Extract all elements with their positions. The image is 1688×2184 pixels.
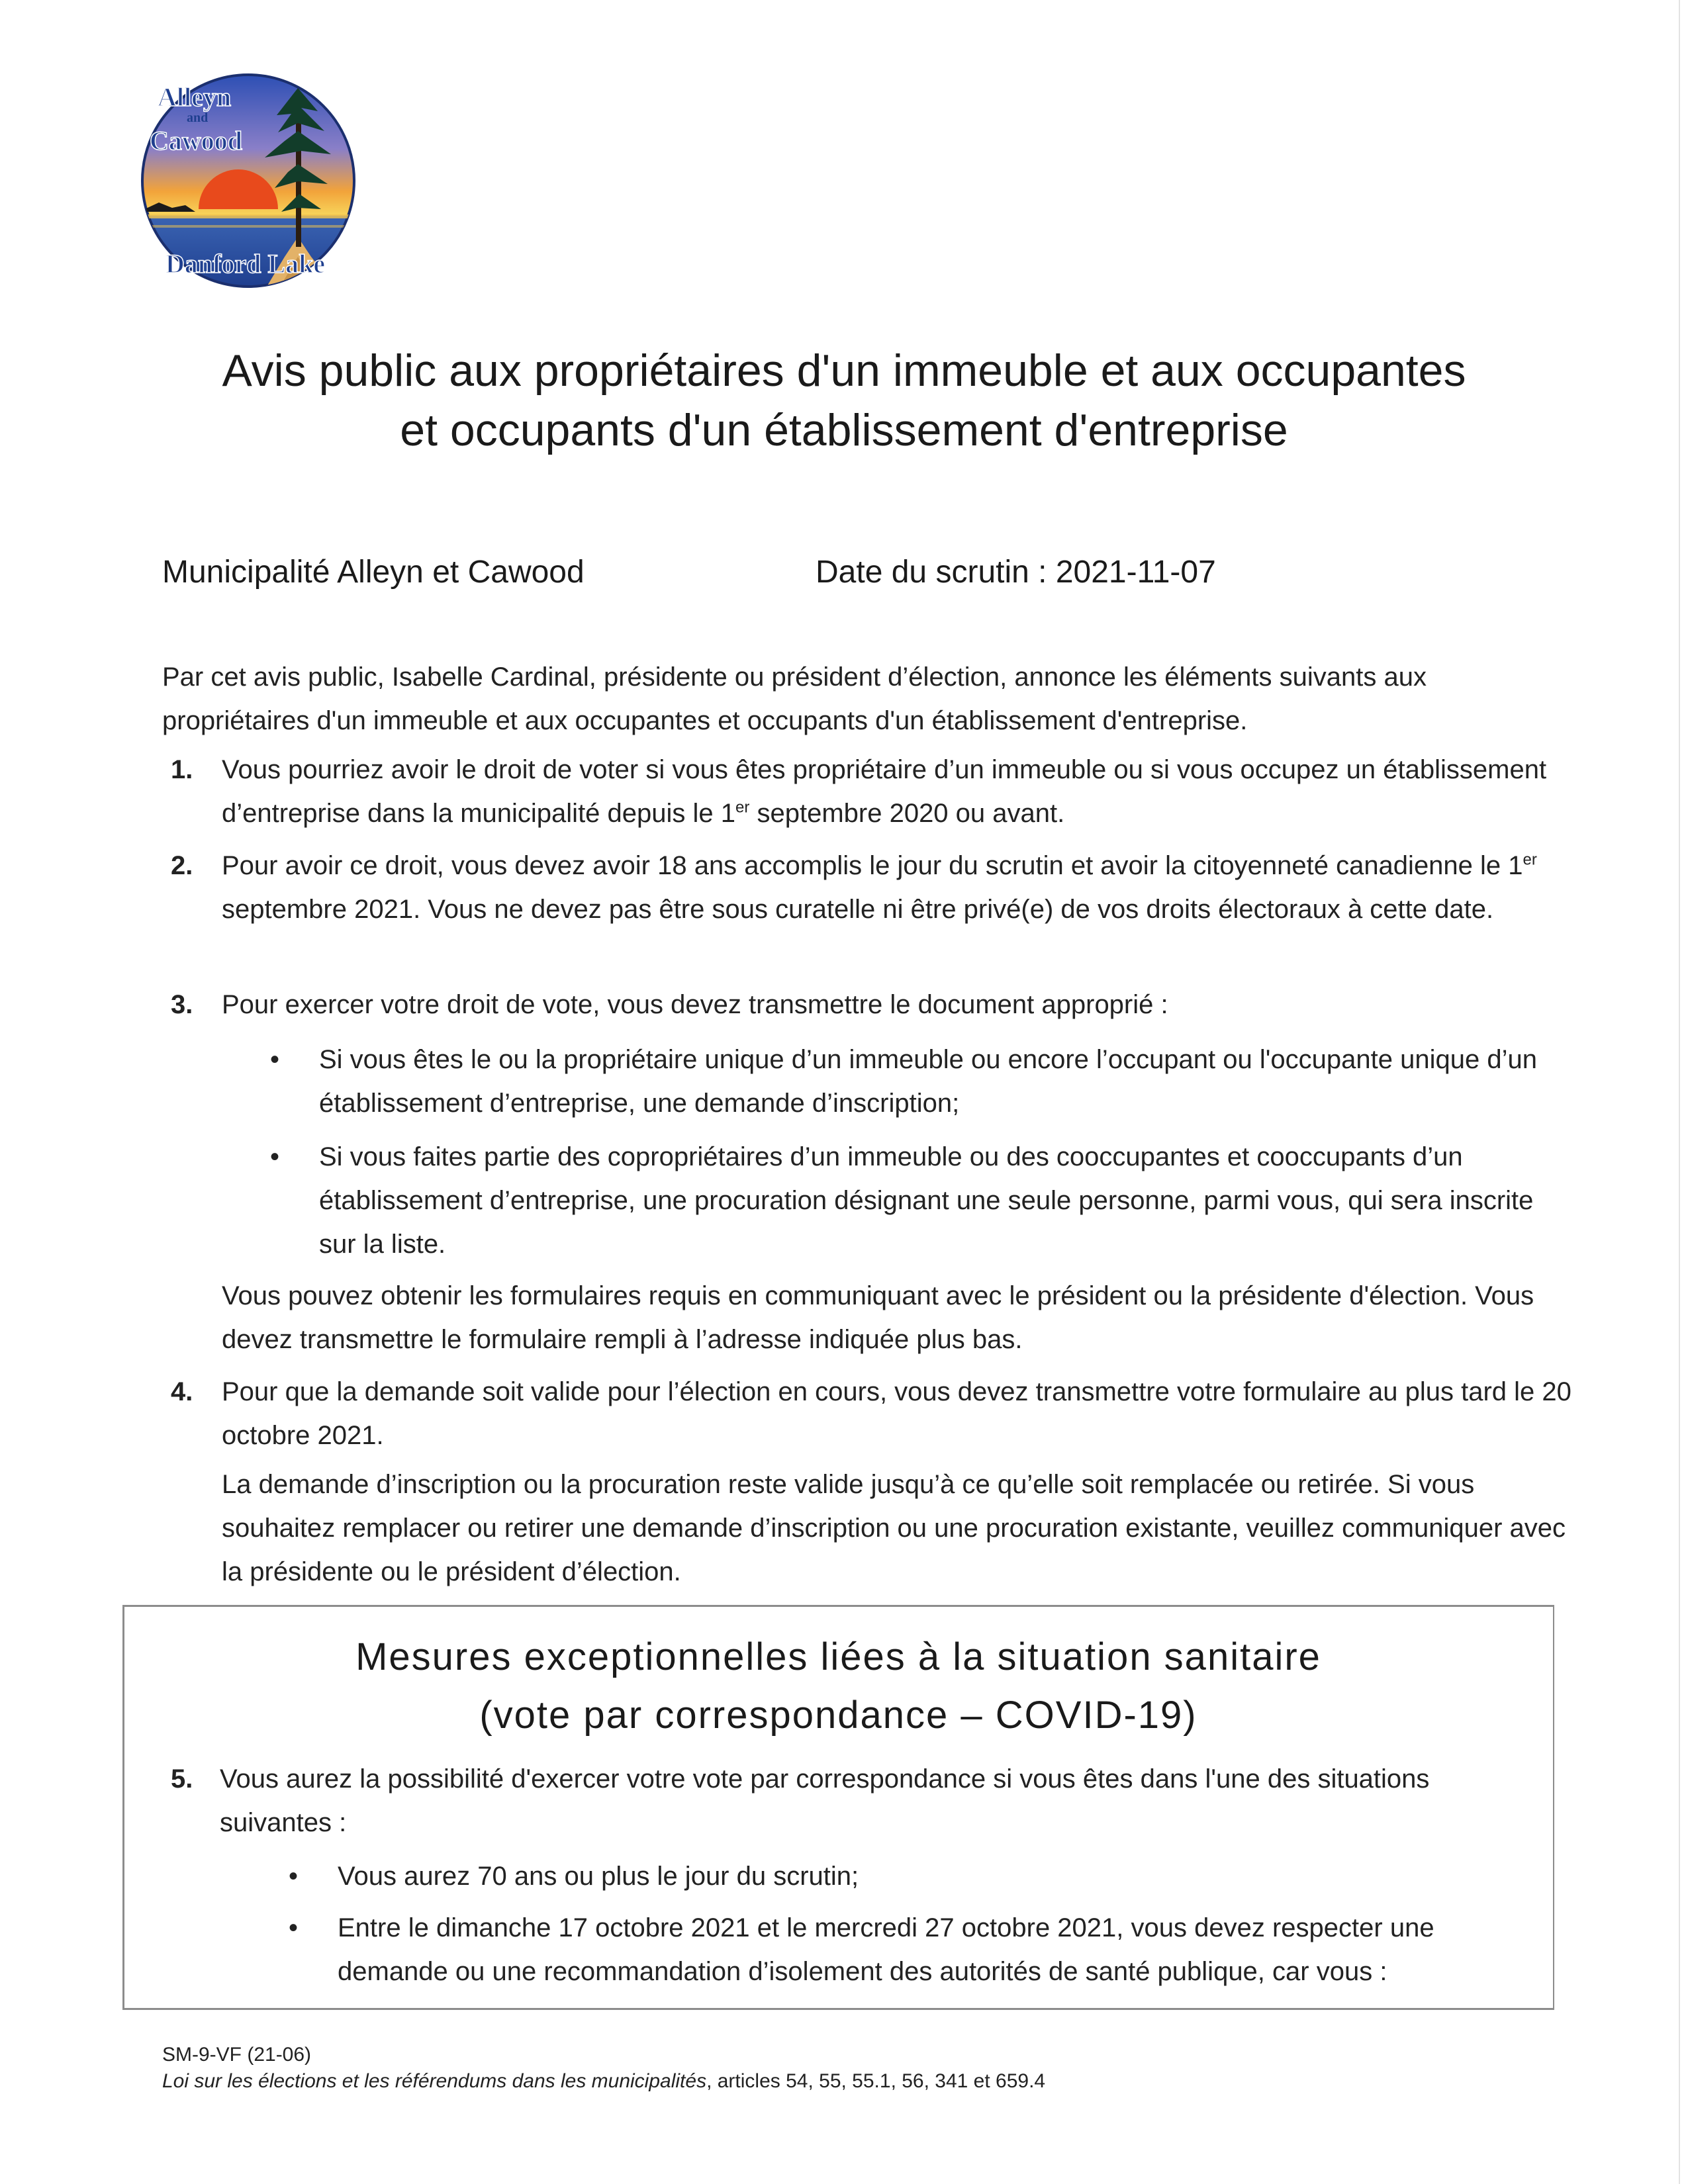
- logo-emblem: [99, 58, 377, 296]
- title-line-2: et occupants d'un établissement d'entreprise: [400, 405, 1288, 455]
- logo-text-cawood: Cawood: [150, 126, 243, 156]
- item-5-bullet-1: Vous aurez 70 ans ou plus le jour du scrutin;: [338, 1862, 859, 1891]
- law-reference: [162, 2068, 1045, 2095]
- law-articles: , articles 54, 55, 55.1, 56, 341 et 659.4: [706, 2070, 1046, 2092]
- election-date: Date du scrutin : 2021-11-07: [816, 555, 1216, 590]
- page-title: [106, 341, 1582, 460]
- item-2-text: [222, 844, 1572, 931]
- item-5-bullet-2: Entre le dimanche 17 octobre 2021 et le mercredi 27 octobre 2021, vous devez respecter une demande ou une recommandation d’isolement des autorités de santé publique, car vous :: [338, 1913, 1434, 1986]
- item-1-text: [222, 748, 1572, 835]
- bullet-icon: •: [289, 1913, 299, 1942]
- item-5-number: 5.: [171, 1764, 193, 1794]
- item-2-text-part: Pour avoir ce droit, vous devez avoir 18 ans accomplis le jour du scrutin et avoir la citoyenneté canadienne le 1: [222, 851, 1523, 880]
- intro-paragraph: Par cet avis public, Isabelle Cardinal, présidente ou président d’élection, annonce les éléments suivants aux propriétaires d'un immeuble et aux occupantes et occupants d'un établissement d'entreprise.: [162, 662, 1427, 735]
- item-2-number: 2.: [171, 851, 193, 880]
- scan-edge: [1679, 0, 1680, 2184]
- logo-text-alleyn: Alleyn: [158, 82, 232, 112]
- bullet-icon: •: [270, 1045, 280, 1074]
- item-5-text: Vous aurez la possibilité d'exercer votre vote par correspondance si vous êtes dans l'une des situations suivantes :: [220, 1764, 1430, 1837]
- item-4-note: La demande d’inscription ou la procuration reste valide jusqu’à ce qu’elle soit remplacée ou retirée. Si vous souhaitez remplacer ou retirer une demande d’inscription ou une procuration existante, veuillez communiquer avec la présidente ou le président d’élection.: [222, 1470, 1566, 1586]
- item-3-bullet-1: Si vous êtes le ou la propriétaire unique d’un immeuble ou encore l’occupant ou l'occupante unique d’un établissement d’entreprise, une demande d’inscription;: [319, 1045, 1537, 1118]
- covid-title-line-2: (vote par correspondance – COVID-19): [479, 1694, 1197, 1737]
- item-1-superscript: er: [735, 798, 750, 817]
- logo-text-danford-lake: Danford Lake: [165, 249, 326, 279]
- item-1-number: 1.: [171, 755, 193, 784]
- item-2-superscript: er: [1523, 850, 1537, 869]
- item-2-text-part: septembre 2021. Vous ne devez pas être sous curatelle ni être privé(e) de vos droits électoraux à cette date.: [222, 895, 1494, 924]
- municipality-name: Municipalité Alleyn et Cawood: [162, 555, 585, 590]
- item-3-number: 3.: [171, 990, 193, 1019]
- logo-text-and: and: [187, 111, 209, 125]
- item-3-text: Pour exercer votre droit de vote, vous devez transmettre le document approprié :: [222, 990, 1168, 1019]
- item-4-number: 4.: [171, 1377, 193, 1406]
- covid-box-title: [122, 1628, 1554, 1745]
- bullet-icon: •: [289, 1862, 299, 1891]
- item-3-note: Vous pouvez obtenir les formulaires requis en communiquant avec le président ou la présidente d'élection. Vous devez transmettre le formulaire rempli à l’adresse indiquée plus bas.: [222, 1281, 1534, 1354]
- law-title: Loi sur les élections et les référendums dans les municipalités: [162, 2070, 707, 2092]
- municipality-logo: [99, 58, 377, 296]
- item-1-text-part: Vous pourriez avoir le droit de voter si vous êtes propriétaire d’un immeuble ou si vous occupez un établissement d’entreprise dans la municipalité depuis le 1: [222, 755, 1547, 828]
- bullet-icon: •: [270, 1142, 280, 1171]
- item-3-bullet-2: Si vous faites partie des copropriétaires d’un immeuble ou des cooccupantes et cooccupants d’un établissement d’entreprise, une procuration désignant une seule personne, parmi vous, qui sera inscrite sur la liste.: [319, 1142, 1534, 1259]
- title-line-1: Avis public aux propriétaires d'un immeuble et aux occupantes: [222, 345, 1466, 396]
- item-4-text: Pour que la demande soit valide pour l’élection en cours, vous devez transmettre votre formulaire au plus tard le 20 octobre 2021.: [222, 1377, 1571, 1450]
- item-1-text-part: septembre 2020 ou avant.: [749, 799, 1065, 828]
- covid-title-line-1: Mesures exceptionnelles liées à la situation sanitaire: [355, 1635, 1321, 1678]
- form-code: SM-9-VF (21-06): [162, 2044, 312, 2066]
